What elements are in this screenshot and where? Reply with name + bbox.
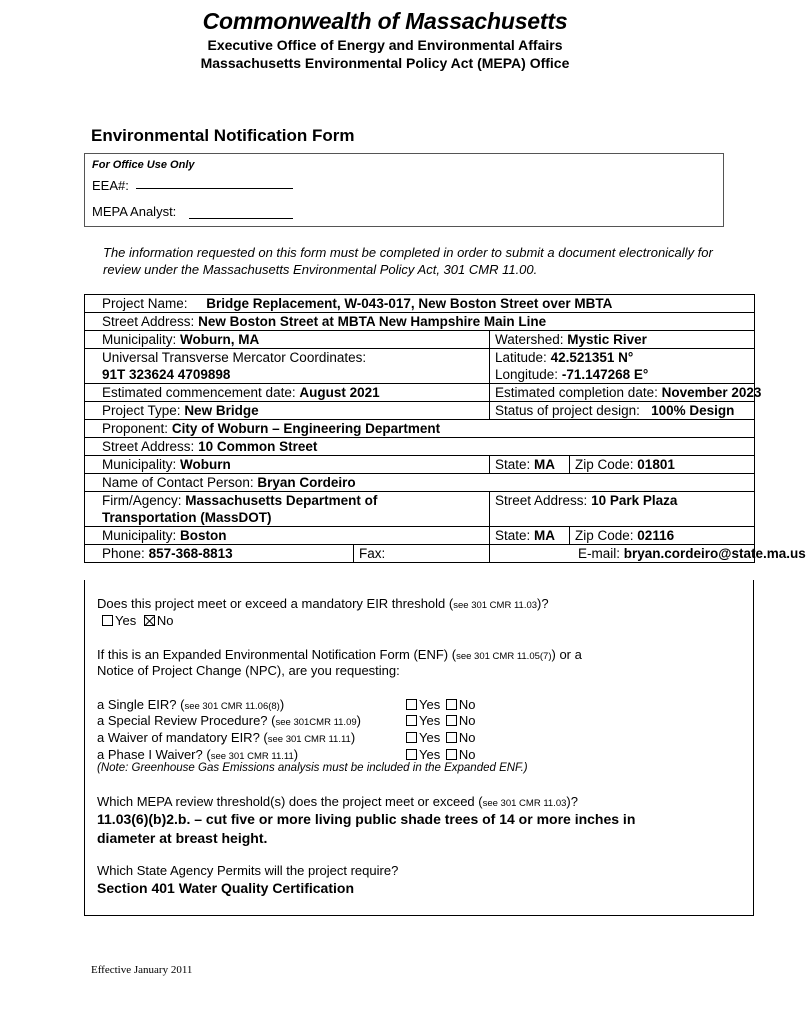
intro-text: The information requested on this form must be completed in order to submit a document electronically for review under the Massachusetts Environmental Policy Act, 301 CMR 11.00. bbox=[103, 245, 713, 277]
row-coordinates bbox=[85, 349, 755, 384]
design-status-label: Status of project design: bbox=[495, 403, 640, 418]
mepa-analyst-label: MEPA Analyst: bbox=[92, 204, 177, 219]
q1-yes-label: Yes bbox=[115, 613, 137, 628]
contact-zip-label: Zip Code: bbox=[575, 528, 634, 543]
row-municipality bbox=[85, 331, 755, 349]
contact-state-value: MA bbox=[534, 528, 556, 543]
contact-state-label: State: bbox=[495, 528, 531, 543]
q1-no-label: No bbox=[156, 613, 174, 628]
contact-street-label: Street Address: bbox=[495, 493, 588, 508]
proponent-state-label: State: bbox=[495, 457, 531, 472]
eir-waiver-no-checkbox[interactable] bbox=[446, 732, 457, 743]
eea-number-field[interactable] bbox=[136, 188, 293, 189]
subtitle-mepa: Massachusetts Environmental Policy Act (MEPA) Office bbox=[200, 55, 570, 71]
commencement-value: August 2021 bbox=[299, 385, 380, 400]
eir-waiver-options: Yes No bbox=[406, 730, 475, 746]
subtitle-office: Executive Office of Energy and Environmental Affairs bbox=[207, 37, 563, 53]
q1-no-checkbox[interactable] bbox=[144, 615, 155, 626]
eir-waiver-yes-checkbox[interactable] bbox=[406, 732, 417, 743]
q1-options bbox=[102, 613, 173, 629]
street-label: Street Address: bbox=[102, 314, 195, 329]
latitude-label: Latitude: bbox=[495, 350, 547, 365]
office-use-box bbox=[84, 153, 724, 227]
contact-municipality-label: Municipality: bbox=[102, 528, 177, 543]
single-eir-yes-checkbox[interactable] bbox=[406, 699, 417, 710]
q2-text-line2: Notice of Project Change (NPC), are you requesting: bbox=[97, 663, 400, 678]
utm-label: Universal Transverse Mercator Coordinates: bbox=[102, 350, 367, 365]
q1-yes-checkbox[interactable] bbox=[102, 615, 113, 626]
page-title: Commonwealth of Massachusetts bbox=[202, 8, 568, 34]
project-name-value: Bridge Replacement, W-043-017, New Boston Street over MBTA bbox=[206, 296, 613, 311]
row-proponent-street bbox=[85, 438, 755, 456]
ghg-note: (Note: Greenhouse Gas Emissions analysis must be included in the Expanded ENF.) bbox=[97, 762, 528, 774]
municipality-value: Woburn, MA bbox=[180, 332, 260, 347]
longitude-label: Longitude: bbox=[495, 367, 559, 382]
firm-label: Firm/Agency: bbox=[102, 493, 182, 508]
proponent-street-value: 10 Common Street bbox=[198, 439, 318, 454]
latitude-value: 42.521351 N° bbox=[550, 350, 634, 365]
q3-text: Which MEPA review threshold(s) does the project meet or exceed (see 301 CMR 11.03)? bbox=[97, 794, 578, 809]
project-name-cell bbox=[85, 295, 755, 313]
q3-answer-line2: diameter at breast height. bbox=[97, 830, 268, 846]
project-type-label: Project Type: bbox=[102, 403, 181, 418]
contact-name-label: Name of Contact Person: bbox=[102, 475, 254, 490]
special-review-no-checkbox[interactable] bbox=[446, 715, 457, 726]
eir-waiver-question: a Waiver of mandatory EIR? (see 301 CMR 11.11) bbox=[97, 730, 356, 745]
project-info-table bbox=[84, 294, 806, 563]
contact-zip-value: 02116 bbox=[637, 528, 675, 543]
phase1-waiver-yes-checkbox[interactable] bbox=[406, 749, 417, 760]
municipality-label: Municipality: bbox=[102, 332, 177, 347]
watershed-value: Mystic River bbox=[567, 332, 647, 347]
phase1-waiver-options: Yes No bbox=[406, 747, 475, 763]
office-use-label: For Office Use Only bbox=[92, 159, 195, 171]
proponent-municipality-label: Municipality: bbox=[102, 457, 177, 472]
single-eir-no-checkbox[interactable] bbox=[446, 699, 457, 710]
completion-value: November 2023 bbox=[661, 385, 762, 400]
phone-value: 857-368-8813 bbox=[148, 546, 233, 561]
row-phone bbox=[85, 545, 755, 563]
proponent-zip-label: Zip Code: bbox=[575, 457, 634, 472]
single-eir-question: a Single EIR? (see 301 CMR 11.06(8)) bbox=[97, 697, 285, 712]
q4-text: Which State Agency Permits will the project require? bbox=[97, 863, 399, 878]
row-street bbox=[85, 313, 755, 331]
phone-label: Phone: bbox=[102, 546, 145, 561]
footer-effective-date: Effective January 2011 bbox=[91, 964, 193, 976]
special-review-yes-checkbox[interactable] bbox=[406, 715, 417, 726]
questions-box bbox=[84, 580, 754, 916]
eea-number-label: EEA#: bbox=[92, 178, 129, 193]
project-type-value: New Bridge bbox=[184, 403, 259, 418]
q2-text: If this is an Expanded Environmental Notification Form (ENF) (see 301 CMR 11.05(7)) or a bbox=[97, 647, 582, 662]
q1-text: Does this project meet or exceed a mandatory EIR threshold (see 301 CMR 11.03)? bbox=[97, 596, 549, 611]
special-review-options: Yes No bbox=[406, 713, 475, 729]
special-review-question: a Special Review Procedure? (see 301CMR 11.09) bbox=[97, 713, 361, 728]
proponent-label: Proponent: bbox=[102, 421, 169, 436]
q3-answer-line1: 11.03(6)(b)2.b. – cut five or more living public shade trees of 14 or more inches in bbox=[97, 811, 636, 827]
row-proponent-municipality bbox=[85, 456, 755, 474]
row-contact-name bbox=[85, 474, 755, 492]
firm-value-2: Transportation (MassDOT) bbox=[102, 510, 272, 525]
email-value: bryan.cordeiro@state.ma.us bbox=[623, 546, 806, 561]
row-proponent bbox=[85, 420, 755, 438]
contact-name-value: Bryan Cordeiro bbox=[257, 475, 356, 490]
form-title: Environmental Notification Form bbox=[91, 126, 355, 145]
q4-answer: Section 401 Water Quality Certification bbox=[97, 880, 354, 896]
row-firm bbox=[85, 492, 755, 527]
contact-municipality-value: Boston bbox=[180, 528, 227, 543]
phase1-waiver-no-checkbox[interactable] bbox=[446, 749, 457, 760]
single-eir-options: Yes No bbox=[406, 697, 475, 713]
proponent-state-value: MA bbox=[534, 457, 556, 472]
proponent-street-label: Street Address: bbox=[102, 439, 195, 454]
firm-value-1: Massachusetts Department of bbox=[185, 493, 378, 508]
project-name-label: Project Name: bbox=[102, 296, 188, 311]
row-dates bbox=[85, 384, 755, 402]
street-value: New Boston Street at MBTA New Hampshire Main Line bbox=[198, 314, 547, 329]
row-type bbox=[85, 402, 755, 420]
watershed-label: Watershed: bbox=[495, 332, 564, 347]
mepa-analyst-field[interactable] bbox=[189, 218, 293, 219]
row-contact-municipality bbox=[85, 527, 755, 545]
phase1-waiver-question: a Phase I Waiver? (see 301 CMR 11.11) bbox=[97, 747, 299, 762]
proponent-municipality-value: Woburn bbox=[180, 457, 231, 472]
commencement-label: Estimated commencement date: bbox=[102, 385, 296, 400]
utm-value: 91T 323624 4709898 bbox=[102, 367, 231, 382]
contact-street-value: 10 Park Plaza bbox=[591, 493, 678, 508]
design-status-value: 100% Design bbox=[651, 403, 735, 418]
fax-label: Fax: bbox=[359, 546, 386, 561]
longitude-value: -71.147268 E° bbox=[561, 367, 649, 382]
row-project-name bbox=[85, 295, 755, 313]
proponent-zip-value: 01801 bbox=[637, 457, 675, 472]
proponent-value: City of Woburn – Engineering Department bbox=[171, 421, 441, 436]
email-label: E-mail: bbox=[578, 546, 621, 561]
completion-label: Estimated completion date: bbox=[495, 385, 658, 400]
